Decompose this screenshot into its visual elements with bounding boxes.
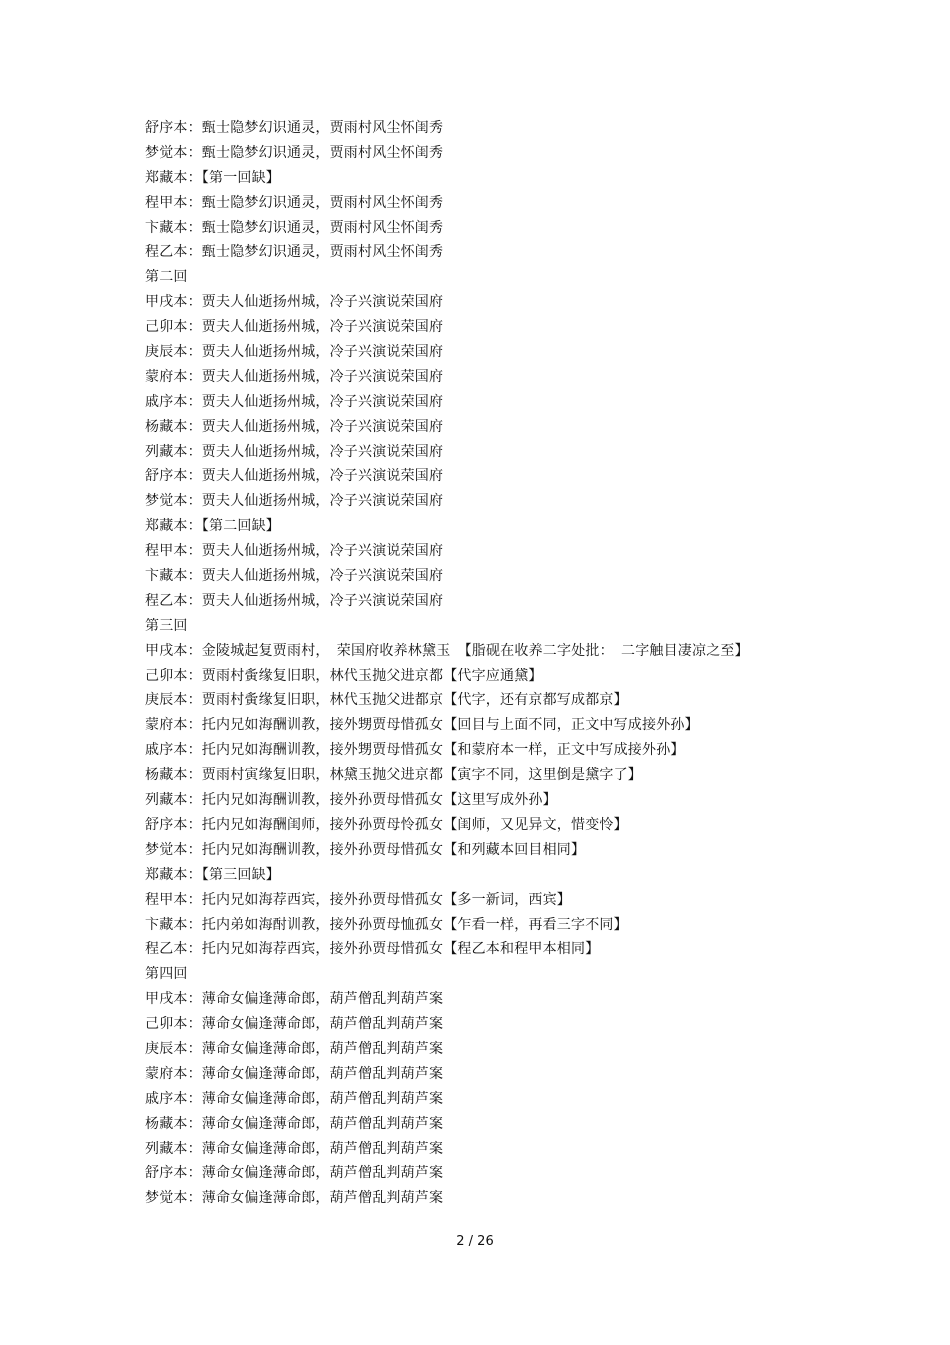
text-line: 郑藏本：【第二回缺】 [145, 518, 280, 535]
text-line: 卞藏本：贾夫人仙逝扬州城，冷子兴演说荣国府 [145, 568, 444, 585]
text-line: 杨藏本：贾夫人仙逝扬州城，冷子兴演说荣国府 [145, 418, 444, 435]
text-line: 列藏本：托内兄如海酬训教，接外孙贾母惜孤女【这里写成外孙】 [145, 792, 557, 809]
text-line: 戚序本：托内兄如海酬训教，接外甥贾母惜孤女【和蒙府本一样，正文中写成接外孙】 [145, 742, 685, 759]
text-line: 杨藏本：薄命女偏逢薄命郎，葫芦僧乱判葫芦案 [145, 1115, 444, 1132]
text-line: 程乙本：甄士隐梦幻识通灵，贾雨村风尘怀闺秀 [145, 244, 444, 261]
text-line: 庚辰本：贾夫人仙逝扬州城，冷子兴演说荣国府 [145, 344, 444, 361]
text-line: 己卯本：贾夫人仙逝扬州城，冷子兴演说荣国府 [145, 319, 444, 336]
text-line: 舒序本：薄命女偏逢薄命郎，葫芦僧乱判葫芦案 [145, 1165, 444, 1182]
text-line: 程甲本：甄士隐梦幻识通灵，贾雨村风尘怀闺秀 [145, 194, 444, 211]
chapter-heading: 第三回 [145, 617, 188, 634]
text-line: 卞藏本：托内弟如海酎训教，接外孙贾母恤孤女【乍看一样，再看三字不同】 [145, 916, 628, 933]
text-line: 蒙府本：托内兄如海酬训教，接外甥贾母惜孤女【回目与上面不同，正文中写成接外孙】 [145, 717, 699, 734]
text-line: 甲戌本：薄命女偏逢薄命郎，葫芦僧乱判葫芦案 [145, 991, 444, 1008]
text-line: 梦觉本：贾夫人仙逝扬州城，冷子兴演说荣国府 [145, 493, 444, 510]
text-line: 蒙府本：薄命女偏逢薄命郎，葫芦僧乱判葫芦案 [145, 1065, 444, 1082]
text-line: 舒序本：贾夫人仙逝扬州城，冷子兴演说荣国府 [145, 468, 444, 485]
text-line: 梦觉本：托内兄如海酬训教，接外孙贾母惜孤女【和列藏本回目相同】 [145, 841, 586, 858]
text-line: 程甲本：贾夫人仙逝扬州城，冷子兴演说荣国府 [145, 543, 444, 560]
text-line: 舒序本：甄士隐梦幻识通灵，贾雨村风尘怀闺秀 [145, 120, 444, 136]
text-line: 列藏本：薄命女偏逢薄命郎，葫芦僧乱判葫芦案 [145, 1140, 444, 1157]
text-line: 梦觉本：薄命女偏逢薄命郎，葫芦僧乱判葫芦案 [145, 1190, 444, 1207]
text-line: 庚辰本：薄命女偏逢薄命郎，葫芦僧乱判葫芦案 [145, 1040, 444, 1057]
text-line: 戚序本：薄命女偏逢薄命郎，葫芦僧乱判葫芦案 [145, 1090, 444, 1107]
chapter-heading: 第二回 [145, 269, 188, 286]
text-line: 梦觉本：甄士隐梦幻识通灵，贾雨村风尘怀闺秀 [145, 144, 444, 161]
text-line: 舒序本：托内兄如海酬闺师，接外孙贾母怜孤女【闺师，又见异文，惜变怜】 [145, 816, 628, 833]
text-line: 程乙本：托内兄如海荐西宾，接外孙贾母惜孤女【程乙本和程甲本相同】 [145, 941, 600, 958]
text-line: 己卯本：薄命女偏逢薄命郎，葫芦僧乱判葫芦案 [145, 1016, 444, 1033]
text-line: 郑藏本：【第三回缺】 [145, 866, 280, 883]
text-line: 蒙府本：贾夫人仙逝扬州城，冷子兴演说荣国府 [145, 368, 444, 385]
text-line: 列藏本：贾夫人仙逝扬州城，冷子兴演说荣国府 [145, 443, 444, 460]
text-line: 程甲本：托内兄如海荐西宾，接外孙贾母惜孤女【多一新词，西宾】 [145, 891, 571, 908]
chapter-heading: 第四回 [145, 966, 188, 983]
text-line: 己卯本：贾雨村夤缘复旧职，林代玉抛父进京都【代字应通黛】 [145, 667, 543, 684]
text-body [145, 116, 925, 1211]
text-line: 杨藏本：贾雨村寅缘复旧职，林黛玉抛父进京都【寅字不同，这里倒是黛字了】 [145, 767, 642, 784]
text-line: 程乙本：贾夫人仙逝扬州城，冷子兴演说荣国府 [145, 592, 444, 609]
text-line: 郑藏本：【第一回缺】 [145, 169, 280, 186]
text-line: 甲戌本：贾夫人仙逝扬州城，冷子兴演说荣国府 [145, 294, 444, 311]
text-line: 甲戌本：金陵城起复贾雨村， 荣国府收养林黛玉 【脂砚在收养二字处批： 二字触目凄凉之至】 [145, 642, 749, 659]
text-line: 戚序本：贾夫人仙逝扬州城，冷子兴演说荣国府 [145, 393, 444, 410]
text-line: 庚辰本：贾雨村夤缘复旧职，林代玉抛父进都京【代字，还有京都写成都京】 [145, 692, 628, 709]
page-number: 2 / 26 [456, 1234, 494, 1249]
text-line: 卞藏本：甄士隐梦幻识通灵，贾雨村风尘怀闺秀 [145, 219, 444, 236]
